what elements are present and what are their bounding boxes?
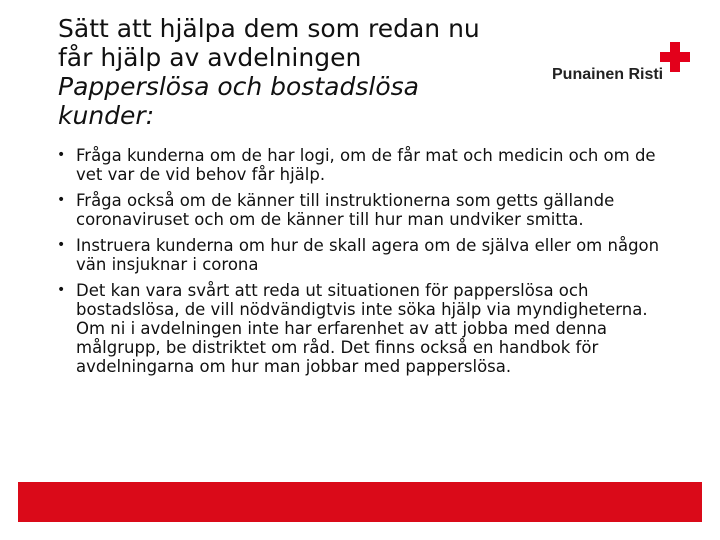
slide-title — [58, 14, 548, 130]
bullet-text: Fråga också om de känner till instruktionerna som getts gällande coronaviruset och om de känner till hur man undviker smitta. — [76, 191, 615, 229]
bullet-dot-icon: • — [57, 192, 66, 208]
bullet-dot-icon: • — [57, 282, 66, 298]
title-line-3: Papperslösa och bostadslösa — [58, 72, 419, 101]
bullet-text: Instruera kunderna om hur de skall agera om de själva eller om någon vän insjuknar i corona — [76, 236, 660, 274]
bullet-dot-icon: • — [57, 147, 66, 163]
title-line-1: Sätt att hjälpa dem som redan nu — [58, 14, 480, 43]
red-cross-icon — [660, 42, 690, 72]
bullet-text: Det kan vara svårt att reda ut situationen för papperslösa och bostadslösa, de vill nödvändigtvis inte söka hjälp via myndigheterna. Om ni i avdelningen inte har erfarenhet av att jobba med denna målgrupp, be distriktet om råd. Det finns också en handbok för avdelningarna om hur man jobbar med papperslösa. — [76, 281, 648, 376]
title-line-2: får hjälp av avdelningen — [58, 43, 362, 72]
red-cross-vertical-bar — [670, 42, 680, 72]
bullet-dot-icon: • — [57, 237, 66, 253]
bullet-item — [55, 191, 675, 229]
logo-text: Punainen Risti — [552, 66, 664, 83]
footer-red-bar — [18, 482, 702, 522]
bullet-text: Fråga kunderna om de har logi, om de får mat och medicin och om de vet var de vid behov får hjälp. — [76, 146, 656, 184]
title-line-4: kunder: — [58, 101, 155, 130]
punainen-risti-logo — [548, 40, 698, 90]
bullet-item — [55, 281, 675, 376]
bullet-item — [55, 146, 675, 184]
bullet-item — [55, 236, 675, 274]
bullet-list — [55, 146, 675, 383]
